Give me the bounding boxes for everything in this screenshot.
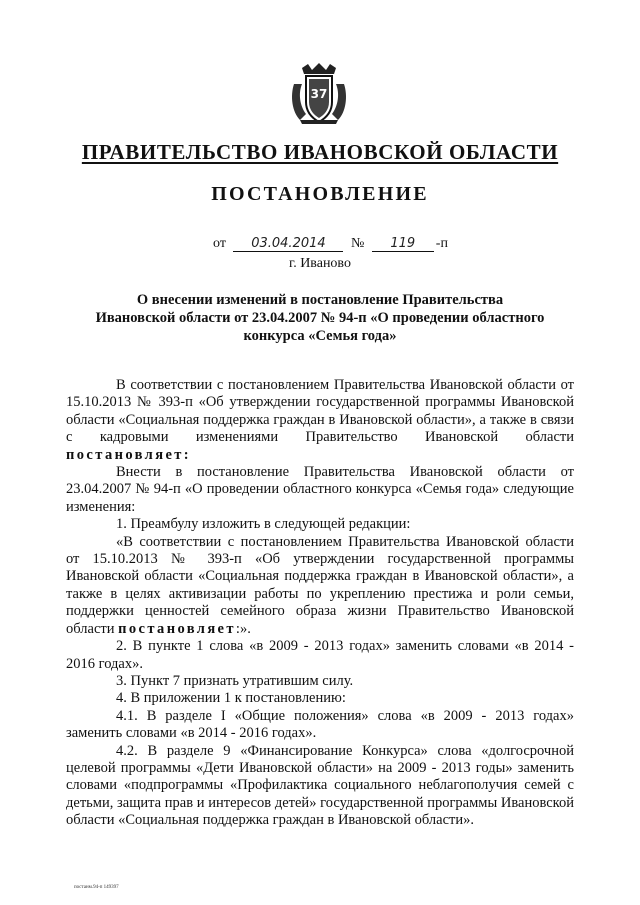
body-paragraph: 4.2. В разделе 9 «Финансирование Конкурса» слова «долгосрочной целевой программы «Дети Ивановской области» на 2009 - 2013 годы» заменить словами «подпрограммы «Профилактика социального неблагополучия семей с детьми, защита прав и интересов детей» государственной программы Ивановской области «Социальная поддержка граждан в Ивановской области». bbox=[66, 742, 574, 829]
body-paragraph: 3. Пункт 7 признать утратившим силу. bbox=[116, 672, 354, 689]
subject-line: О внесении изменений в постановление Правительства bbox=[136, 292, 504, 308]
decree-word: постановляет bbox=[118, 620, 236, 637]
coat-of-arms-icon bbox=[290, 62, 348, 126]
number-field: 119 bbox=[372, 236, 434, 252]
government-title: ПРАВИТЕЛЬСТВО ИВАНОВСКОЙ ОБЛАСТИ bbox=[81, 140, 559, 164]
body-paragraph: 1. Преамбулу изложить в следующей редакции: bbox=[116, 516, 411, 533]
paragraph-text: «В соответствии с постановлением Правительства Ивановской области от 15.10.2013 № 393-п «Об утверждении государственной программы Ивановской области «Социальная поддержка граждан в Ивановской области», а также в целях активизации работы по укреплению престижа и роли семьи, поддержки ценностей семейного образа жизни Правительство Ивановской области bbox=[66, 533, 574, 637]
subject-line: Ивановской области от 23.04.2007 № 94-п «О проведении областного bbox=[95, 310, 545, 326]
decree-word: постановляет: bbox=[66, 446, 192, 463]
emblem-number: 37 bbox=[310, 87, 328, 101]
number-suffix: -п bbox=[435, 236, 448, 251]
date-number-line bbox=[213, 236, 448, 252]
document-body bbox=[66, 377, 574, 830]
document-subject bbox=[95, 291, 545, 345]
body-paragraph: 4. В приложении 1 к постановлению: bbox=[116, 690, 346, 707]
subject-line: конкурса «Семья года» bbox=[243, 328, 397, 344]
body-paragraph bbox=[66, 534, 574, 638]
date-prefix: от bbox=[213, 236, 226, 251]
body-paragraph: Внести в постановление Правительства Ивановской области от 23.04.2007 № 94-п «О проведении областного конкурса «Семья года» следующие изменения: bbox=[66, 464, 574, 515]
body-paragraph: 2. В пункте 1 слова «в 2009 - 2013 годах» заменить словами «в 2014 - 2016 годах». bbox=[66, 638, 574, 672]
body-paragraph bbox=[66, 377, 574, 464]
city-line: г. Иваново bbox=[289, 256, 351, 271]
body-paragraph: 4.1. В разделе I «Общие положения» слова «в 2009 - 2013 годах» заменить словами «в 2014 - 2016 годах». bbox=[66, 707, 574, 742]
date-field: 03.04.2014 bbox=[233, 236, 343, 252]
paragraph-text: :». bbox=[235, 620, 251, 637]
document-type-title: ПОСТАНОВЛЕНИЕ bbox=[211, 183, 429, 205]
number-prefix: № bbox=[350, 236, 365, 251]
paragraph-text: В соответствии с постановлением Правительства Ивановской области от 15.10.2013 № 393-п «Об утверждении государственной программы Ивановской области «Социальная поддержка граждан в Ивановской области», а также в связи с кадровыми изменениями Правительство Ивановской области bbox=[66, 377, 574, 446]
file-reference: постанм.94-п 149397 bbox=[74, 885, 119, 890]
